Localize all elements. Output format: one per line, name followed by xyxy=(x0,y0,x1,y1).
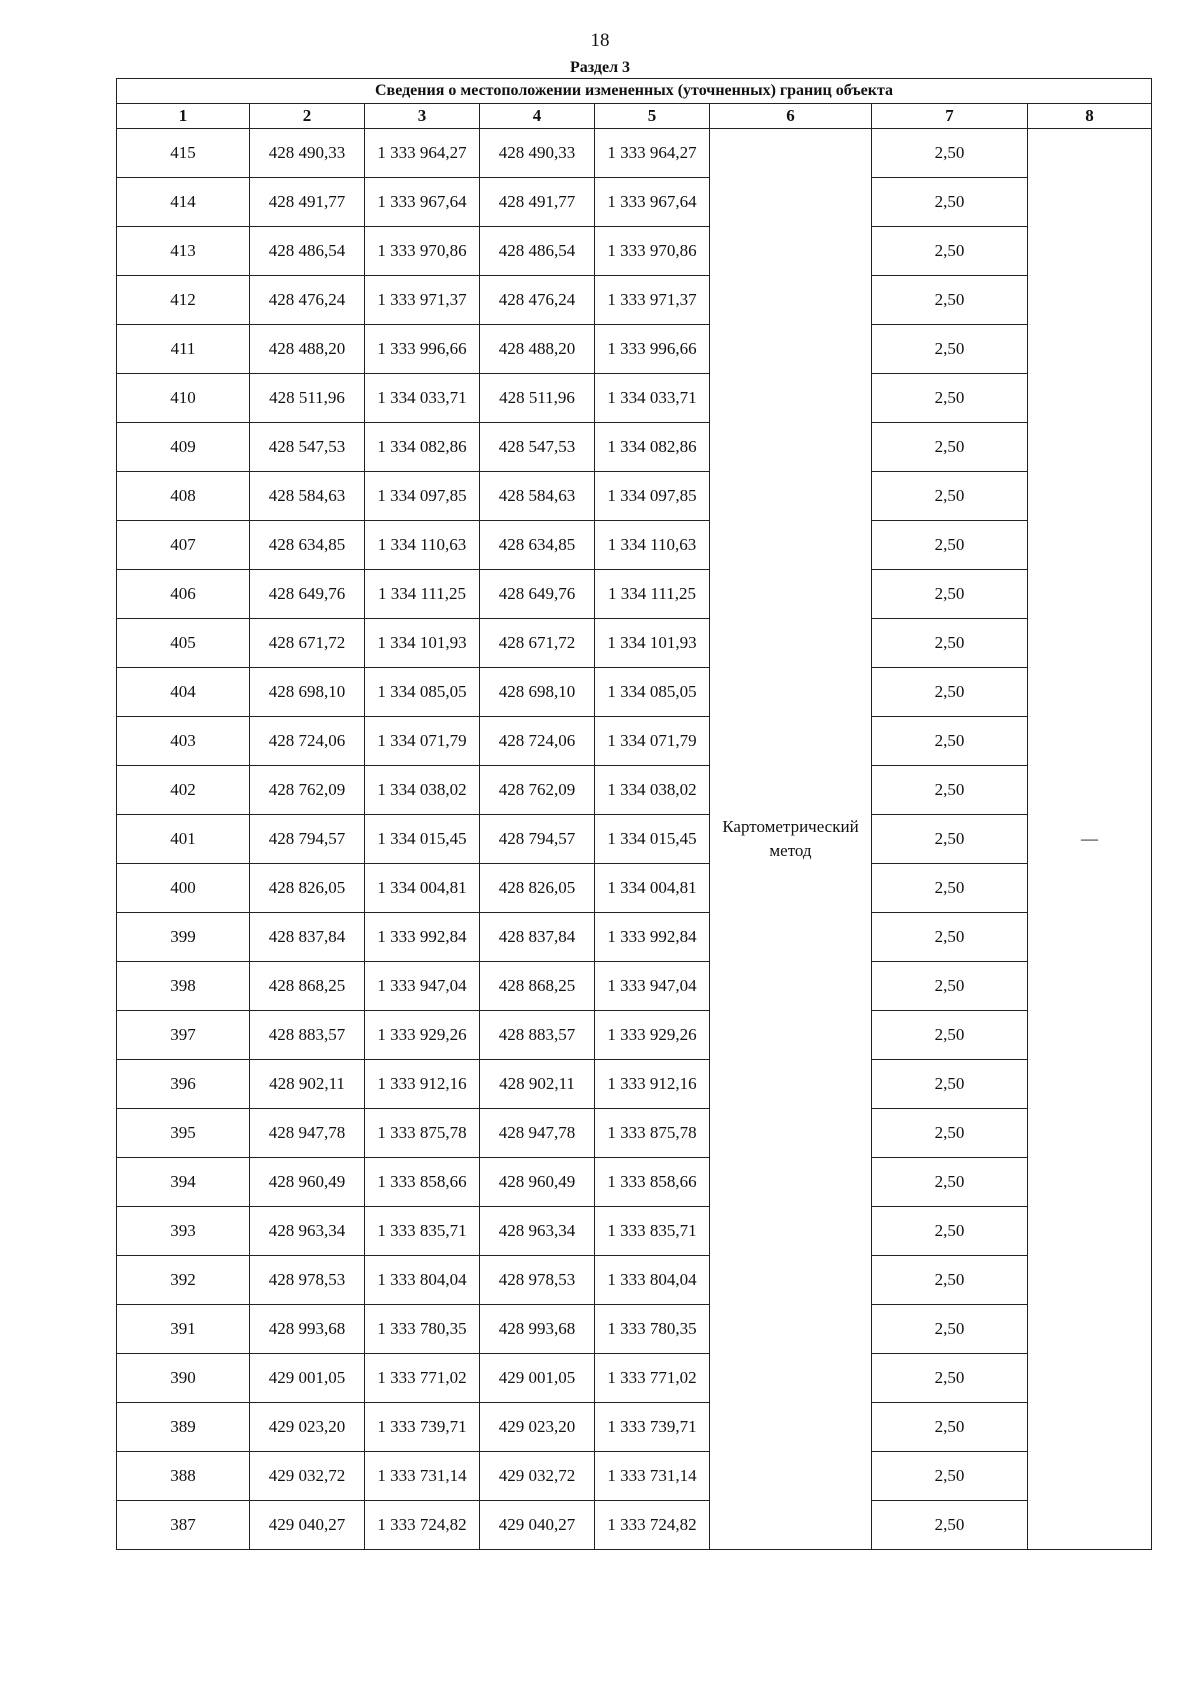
cell-point: 407 xyxy=(117,521,250,570)
cell-y-new: 1 334 038,02 xyxy=(595,766,710,815)
cell-point: 394 xyxy=(117,1158,250,1207)
cell-x-new: 429 023,20 xyxy=(480,1403,595,1452)
cell-point: 414 xyxy=(117,178,250,227)
cell-y-old: 1 334 015,45 xyxy=(365,815,480,864)
cell-x-new: 428 490,33 xyxy=(480,129,595,178)
cell-point: 387 xyxy=(117,1501,250,1550)
cell-x-new: 428 947,78 xyxy=(480,1109,595,1158)
cell-y-new: 1 334 015,45 xyxy=(595,815,710,864)
cell-x-old: 428 794,57 xyxy=(250,815,365,864)
cell-x-old: 428 491,77 xyxy=(250,178,365,227)
cell-x-new: 428 993,68 xyxy=(480,1305,595,1354)
table-row xyxy=(117,374,1152,423)
cell-point: 391 xyxy=(117,1305,250,1354)
cell-x-new: 428 671,72 xyxy=(480,619,595,668)
cell-accuracy: 2,50 xyxy=(872,1011,1028,1060)
cell-y-old: 1 334 082,86 xyxy=(365,423,480,472)
table-row xyxy=(117,619,1152,668)
cell-y-new: 1 334 110,63 xyxy=(595,521,710,570)
cell-x-old: 428 486,54 xyxy=(250,227,365,276)
cell-y-new: 1 334 004,81 xyxy=(595,864,710,913)
cell-accuracy: 2,50 xyxy=(872,1501,1028,1550)
cell-y-new: 1 333 739,71 xyxy=(595,1403,710,1452)
cell-accuracy: 2,50 xyxy=(872,1403,1028,1452)
cell-accuracy: 2,50 xyxy=(872,1256,1028,1305)
cell-accuracy: 2,50 xyxy=(872,1158,1028,1207)
cell-point: 396 xyxy=(117,1060,250,1109)
cell-y-old: 1 333 912,16 xyxy=(365,1060,480,1109)
cell-x-new: 428 476,24 xyxy=(480,276,595,325)
cell-y-old: 1 333 771,02 xyxy=(365,1354,480,1403)
cell-x-old: 428 993,68 xyxy=(250,1305,365,1354)
cell-accuracy: 2,50 xyxy=(872,276,1028,325)
cell-y-new: 1 333 835,71 xyxy=(595,1207,710,1256)
cell-y-new: 1 334 082,86 xyxy=(595,423,710,472)
cell-accuracy: 2,50 xyxy=(872,521,1028,570)
table-row xyxy=(117,1305,1152,1354)
cell-point: 408 xyxy=(117,472,250,521)
cell-x-old: 429 032,72 xyxy=(250,1452,365,1501)
table-row xyxy=(117,1109,1152,1158)
cell-point: 411 xyxy=(117,325,250,374)
table-row xyxy=(117,815,1152,864)
table-row xyxy=(117,325,1152,374)
method-cell: Картометрический метод xyxy=(710,129,872,1550)
cell-x-new: 428 883,57 xyxy=(480,1011,595,1060)
cell-y-old: 1 333 835,71 xyxy=(365,1207,480,1256)
table-row xyxy=(117,1207,1152,1256)
cell-y-new: 1 333 780,35 xyxy=(595,1305,710,1354)
cell-x-new: 428 511,96 xyxy=(480,374,595,423)
column-header-row xyxy=(117,104,1152,129)
cell-point: 393 xyxy=(117,1207,250,1256)
cell-x-new: 428 488,20 xyxy=(480,325,595,374)
table-row xyxy=(117,1256,1152,1305)
cell-point: 410 xyxy=(117,374,250,423)
cell-x-old: 428 649,76 xyxy=(250,570,365,619)
cell-y-new: 1 333 804,04 xyxy=(595,1256,710,1305)
table-row xyxy=(117,227,1152,276)
table-body xyxy=(117,129,1152,1550)
cell-y-new: 1 333 858,66 xyxy=(595,1158,710,1207)
cell-accuracy: 2,50 xyxy=(872,962,1028,1011)
cell-x-new: 428 826,05 xyxy=(480,864,595,913)
page-number: 18 xyxy=(590,30,610,51)
cell-y-new: 1 333 964,27 xyxy=(595,129,710,178)
coordinates-table xyxy=(116,78,1152,1550)
cell-y-new: 1 333 875,78 xyxy=(595,1109,710,1158)
cell-x-new: 428 762,09 xyxy=(480,766,595,815)
cell-y-old: 1 333 739,71 xyxy=(365,1403,480,1452)
cell-x-old: 428 963,34 xyxy=(250,1207,365,1256)
cell-x-old: 429 023,20 xyxy=(250,1403,365,1452)
table-row xyxy=(117,521,1152,570)
cell-x-old: 428 488,20 xyxy=(250,325,365,374)
cell-y-old: 1 333 804,04 xyxy=(365,1256,480,1305)
table-row xyxy=(117,913,1152,962)
cell-y-old: 1 334 038,02 xyxy=(365,766,480,815)
cell-accuracy: 2,50 xyxy=(872,1354,1028,1403)
cell-y-old: 1 333 971,37 xyxy=(365,276,480,325)
cell-x-new: 428 978,53 xyxy=(480,1256,595,1305)
column-header: 5 xyxy=(595,104,710,129)
cell-y-new: 1 333 929,26 xyxy=(595,1011,710,1060)
cell-accuracy: 2,50 xyxy=(872,472,1028,521)
cell-y-new: 1 333 724,82 xyxy=(595,1501,710,1550)
cell-y-new: 1 333 970,86 xyxy=(595,227,710,276)
table-row xyxy=(117,423,1152,472)
table-row xyxy=(117,1403,1152,1452)
cell-accuracy: 2,50 xyxy=(872,668,1028,717)
cell-x-new: 429 001,05 xyxy=(480,1354,595,1403)
cell-y-new: 1 333 731,14 xyxy=(595,1452,710,1501)
cell-accuracy: 2,50 xyxy=(872,766,1028,815)
cell-accuracy: 2,50 xyxy=(872,1452,1028,1501)
cell-x-new: 428 963,34 xyxy=(480,1207,595,1256)
table-row xyxy=(117,1452,1152,1501)
table-row xyxy=(117,129,1152,178)
cell-x-old: 428 724,06 xyxy=(250,717,365,766)
cell-x-new: 428 868,25 xyxy=(480,962,595,1011)
table-row xyxy=(117,276,1152,325)
cell-y-new: 1 334 071,79 xyxy=(595,717,710,766)
cell-point: 415 xyxy=(117,129,250,178)
cell-y-old: 1 333 967,64 xyxy=(365,178,480,227)
table-row xyxy=(117,1158,1152,1207)
cell-y-old: 1 333 858,66 xyxy=(365,1158,480,1207)
cell-accuracy: 2,50 xyxy=(872,913,1028,962)
cell-x-old: 428 826,05 xyxy=(250,864,365,913)
cell-x-old: 428 947,78 xyxy=(250,1109,365,1158)
cell-point: 403 xyxy=(117,717,250,766)
cell-x-new: 428 547,53 xyxy=(480,423,595,472)
cell-accuracy: 2,50 xyxy=(872,227,1028,276)
cell-y-old: 1 334 033,71 xyxy=(365,374,480,423)
table-row xyxy=(117,1060,1152,1109)
cell-x-old: 428 978,53 xyxy=(250,1256,365,1305)
column-header: 6 xyxy=(710,104,872,129)
cell-x-new: 428 491,77 xyxy=(480,178,595,227)
table-row xyxy=(117,668,1152,717)
table-row xyxy=(117,717,1152,766)
cell-point: 395 xyxy=(117,1109,250,1158)
section-title: Раздел 3 xyxy=(569,59,631,76)
cell-x-old: 428 511,96 xyxy=(250,374,365,423)
column-header: 8 xyxy=(1028,104,1152,129)
table-row xyxy=(117,178,1152,227)
cell-accuracy: 2,50 xyxy=(872,423,1028,472)
table-row xyxy=(117,472,1152,521)
cell-y-new: 1 333 967,64 xyxy=(595,178,710,227)
table-row xyxy=(117,1011,1152,1060)
cell-x-old: 428 883,57 xyxy=(250,1011,365,1060)
cell-x-new: 429 032,72 xyxy=(480,1452,595,1501)
cell-y-old: 1 334 101,93 xyxy=(365,619,480,668)
cell-y-new: 1 333 947,04 xyxy=(595,962,710,1011)
cell-point: 389 xyxy=(117,1403,250,1452)
cell-y-old: 1 333 875,78 xyxy=(365,1109,480,1158)
table-row xyxy=(117,864,1152,913)
cell-x-new: 429 040,27 xyxy=(480,1501,595,1550)
cell-y-new: 1 334 033,71 xyxy=(595,374,710,423)
cell-x-new: 428 584,63 xyxy=(480,472,595,521)
cell-x-old: 428 902,11 xyxy=(250,1060,365,1109)
cell-accuracy: 2,50 xyxy=(872,619,1028,668)
cell-y-old: 1 333 929,26 xyxy=(365,1011,480,1060)
cell-point: 402 xyxy=(117,766,250,815)
table-caption: Сведения о местоположении измененных (уточненных) границ объекта xyxy=(117,79,1152,104)
cell-y-new: 1 333 771,02 xyxy=(595,1354,710,1403)
table-row xyxy=(117,766,1152,815)
cell-x-new: 428 486,54 xyxy=(480,227,595,276)
cell-accuracy: 2,50 xyxy=(872,1207,1028,1256)
cell-x-old: 428 960,49 xyxy=(250,1158,365,1207)
cell-point: 409 xyxy=(117,423,250,472)
cell-x-old: 428 671,72 xyxy=(250,619,365,668)
cell-accuracy: 2,50 xyxy=(872,815,1028,864)
cell-x-new: 428 960,49 xyxy=(480,1158,595,1207)
cell-x-old: 428 476,24 xyxy=(250,276,365,325)
cell-point: 398 xyxy=(117,962,250,1011)
cell-point: 390 xyxy=(117,1354,250,1403)
column-8-cell: — xyxy=(1028,129,1152,1550)
cell-accuracy: 2,50 xyxy=(872,374,1028,423)
cell-point: 399 xyxy=(117,913,250,962)
cell-x-new: 428 698,10 xyxy=(480,668,595,717)
cell-y-old: 1 334 110,63 xyxy=(365,521,480,570)
cell-point: 400 xyxy=(117,864,250,913)
cell-y-old: 1 334 097,85 xyxy=(365,472,480,521)
cell-point: 401 xyxy=(117,815,250,864)
cell-x-old: 429 040,27 xyxy=(250,1501,365,1550)
cell-y-new: 1 333 992,84 xyxy=(595,913,710,962)
cell-y-new: 1 333 996,66 xyxy=(595,325,710,374)
cell-point: 413 xyxy=(117,227,250,276)
cell-x-old: 428 868,25 xyxy=(250,962,365,1011)
column-header: 4 xyxy=(480,104,595,129)
cell-accuracy: 2,50 xyxy=(872,325,1028,374)
cell-x-new: 428 837,84 xyxy=(480,913,595,962)
cell-x-new: 428 634,85 xyxy=(480,521,595,570)
column-header: 3 xyxy=(365,104,480,129)
table-row xyxy=(117,570,1152,619)
cell-x-old: 428 547,53 xyxy=(250,423,365,472)
column-header: 7 xyxy=(872,104,1028,129)
cell-x-old: 428 490,33 xyxy=(250,129,365,178)
cell-y-old: 1 334 085,05 xyxy=(365,668,480,717)
cell-accuracy: 2,50 xyxy=(872,178,1028,227)
cell-y-old: 1 334 071,79 xyxy=(365,717,480,766)
column-header: 1 xyxy=(117,104,250,129)
column-header: 2 xyxy=(250,104,365,129)
cell-accuracy: 2,50 xyxy=(872,129,1028,178)
cell-x-new: 428 902,11 xyxy=(480,1060,595,1109)
table-row xyxy=(117,1354,1152,1403)
cell-y-old: 1 333 947,04 xyxy=(365,962,480,1011)
cell-y-old: 1 333 780,35 xyxy=(365,1305,480,1354)
cell-point: 404 xyxy=(117,668,250,717)
cell-accuracy: 2,50 xyxy=(872,1109,1028,1158)
cell-x-old: 428 634,85 xyxy=(250,521,365,570)
cell-x-old: 428 584,63 xyxy=(250,472,365,521)
cell-y-old: 1 334 004,81 xyxy=(365,864,480,913)
cell-x-old: 428 762,09 xyxy=(250,766,365,815)
cell-y-old: 1 333 996,66 xyxy=(365,325,480,374)
table-row xyxy=(117,962,1152,1011)
cell-accuracy: 2,50 xyxy=(872,864,1028,913)
cell-point: 388 xyxy=(117,1452,250,1501)
cell-x-old: 428 837,84 xyxy=(250,913,365,962)
cell-x-new: 428 649,76 xyxy=(480,570,595,619)
cell-y-old: 1 333 724,82 xyxy=(365,1501,480,1550)
cell-y-old: 1 333 970,86 xyxy=(365,227,480,276)
cell-accuracy: 2,50 xyxy=(872,1060,1028,1109)
cell-y-new: 1 334 111,25 xyxy=(595,570,710,619)
cell-x-new: 428 794,57 xyxy=(480,815,595,864)
cell-accuracy: 2,50 xyxy=(872,570,1028,619)
cell-point: 412 xyxy=(117,276,250,325)
cell-y-new: 1 334 085,05 xyxy=(595,668,710,717)
cell-y-new: 1 334 101,93 xyxy=(595,619,710,668)
cell-accuracy: 2,50 xyxy=(872,717,1028,766)
cell-y-new: 1 333 912,16 xyxy=(595,1060,710,1109)
cell-accuracy: 2,50 xyxy=(872,1305,1028,1354)
cell-y-new: 1 334 097,85 xyxy=(595,472,710,521)
cell-x-old: 428 698,10 xyxy=(250,668,365,717)
cell-point: 397 xyxy=(117,1011,250,1060)
cell-y-new: 1 333 971,37 xyxy=(595,276,710,325)
cell-y-old: 1 333 964,27 xyxy=(365,129,480,178)
cell-x-new: 428 724,06 xyxy=(480,717,595,766)
cell-y-old: 1 334 111,25 xyxy=(365,570,480,619)
cell-y-old: 1 333 731,14 xyxy=(365,1452,480,1501)
cell-point: 405 xyxy=(117,619,250,668)
table-row xyxy=(117,1501,1152,1550)
cell-x-old: 429 001,05 xyxy=(250,1354,365,1403)
cell-point: 406 xyxy=(117,570,250,619)
cell-y-old: 1 333 992,84 xyxy=(365,913,480,962)
cell-point: 392 xyxy=(117,1256,250,1305)
